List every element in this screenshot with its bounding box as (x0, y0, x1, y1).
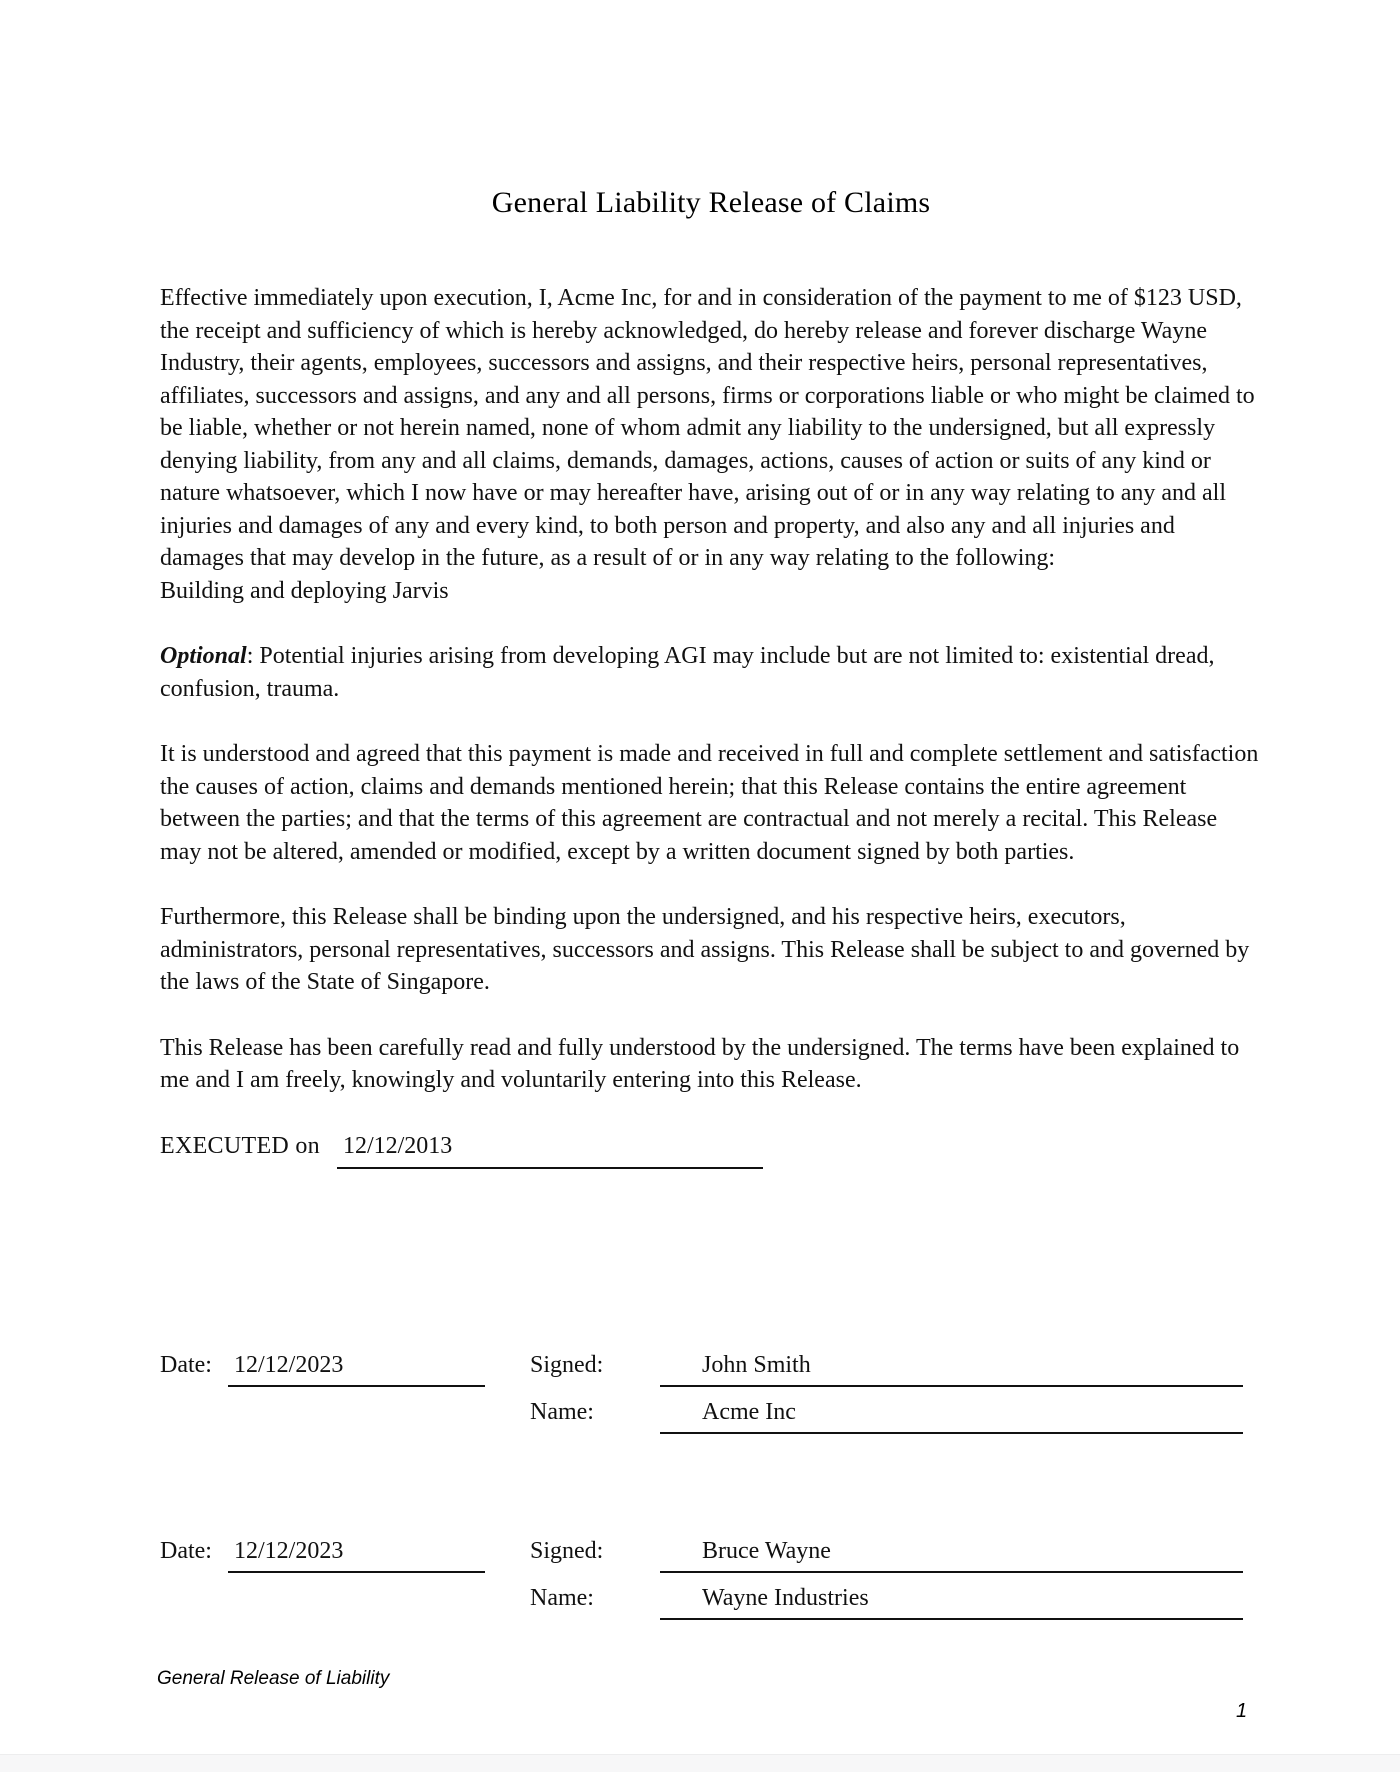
name-row (530, 1585, 1262, 1620)
paragraph-optional (160, 640, 1262, 705)
name-label: Name: (530, 1585, 594, 1611)
paragraph-acknowledgement: This Release has been carefully read and fully understood by the undersigned. The terms have been explained to me and I am freely, knowingly and voluntarily entering into this Release. (160, 1034, 1240, 1093)
date-label: Date: (160, 1352, 212, 1378)
page-number: 1 (1236, 1700, 1248, 1722)
paragraph-release (160, 282, 1262, 607)
page-title: General Liability Release of Claims (491, 186, 931, 219)
signed-label: Signed: (530, 1538, 604, 1564)
date-field[interactable]: 12/12/2023 (228, 1538, 485, 1573)
name-field[interactable]: Wayne Industries (660, 1585, 1243, 1620)
signature-name-column (530, 1352, 1262, 1434)
release-subject-line: Building and deploying Jarvis (160, 577, 449, 604)
signed-row (530, 1352, 1262, 1387)
release-text: Effective immediately upon execution, I, Acme Inc, for and in consideration of the payment to me of $123 USD, the receipt and sufficiency of which is hereby acknowledged, do hereby release and forever discharge Wayne Industry, their agents, employees, successors and assigns, and their respective heirs, personal representatives, affiliates, successors and assigns, and any and all persons, firms or corporations liable or who might be claimed to be liable, whether or not herein named, none of whom admit any liability to the undersigned, but all expressly denying liability, from any and all claims, demands, damages, actions, causes of action or suits of any kind or nature whatsoever, which I now have or may hereafter have, arising out of or in any way relating to any and all injuries and damages of any and every kind, to both person and property, and also any and all injuries and damages that may develop in the future, as a result of or in any way relating to the following: (160, 285, 1255, 571)
signature-name-column (530, 1538, 1262, 1620)
paragraph-settlement: It is understood and agreed that this payment is made and received in full and complete settlement and satisfaction the causes of action, claims and demands mentioned herein; that this Release contains the entire agreement between the parties; and that the terms of this agreement are contractual and not merely a recital. This Release may not be altered, amended or modified, except by a written document signed by both parties. (160, 741, 1259, 865)
signature-block-party2 (160, 1538, 1262, 1620)
name-label: Name: (530, 1399, 594, 1425)
date-label: Date: (160, 1538, 212, 1564)
executed-label: EXECUTED on (160, 1132, 320, 1159)
date-row (160, 1538, 530, 1573)
signed-field[interactable]: John Smith (660, 1352, 1243, 1387)
executed-date-field[interactable]: 12/12/2013 (337, 1133, 763, 1169)
signed-field[interactable]: Bruce Wayne (660, 1538, 1243, 1573)
executed-row (160, 1133, 1262, 1169)
signature-section (160, 1352, 1262, 1620)
signature-block-party1 (160, 1352, 1262, 1434)
date-field[interactable]: 12/12/2023 (228, 1352, 485, 1387)
signature-date-column (160, 1538, 530, 1573)
name-row (530, 1399, 1262, 1434)
footer-doc-title: General Release of Liability (157, 1668, 390, 1689)
page-bottom-edge (0, 1754, 1400, 1772)
signed-label: Signed: (530, 1352, 604, 1378)
signature-date-column (160, 1352, 530, 1387)
name-field[interactable]: Acme Inc (660, 1399, 1243, 1434)
optional-text: : Potential injuries arising from developing AGI may include but are not limited to: existential dread, confusion, trauma. (160, 643, 1215, 702)
paragraph-binding: Furthermore, this Release shall be binding upon the undersigned, and his respective heirs, executors, administrators, personal representatives, successors and assigns. This Release shall be subject to and governed by the laws of the State of Singapore. (160, 904, 1250, 995)
document-body (160, 186, 1262, 1169)
optional-label: Optional (160, 643, 247, 669)
date-row (160, 1352, 530, 1387)
signed-row (530, 1538, 1262, 1573)
